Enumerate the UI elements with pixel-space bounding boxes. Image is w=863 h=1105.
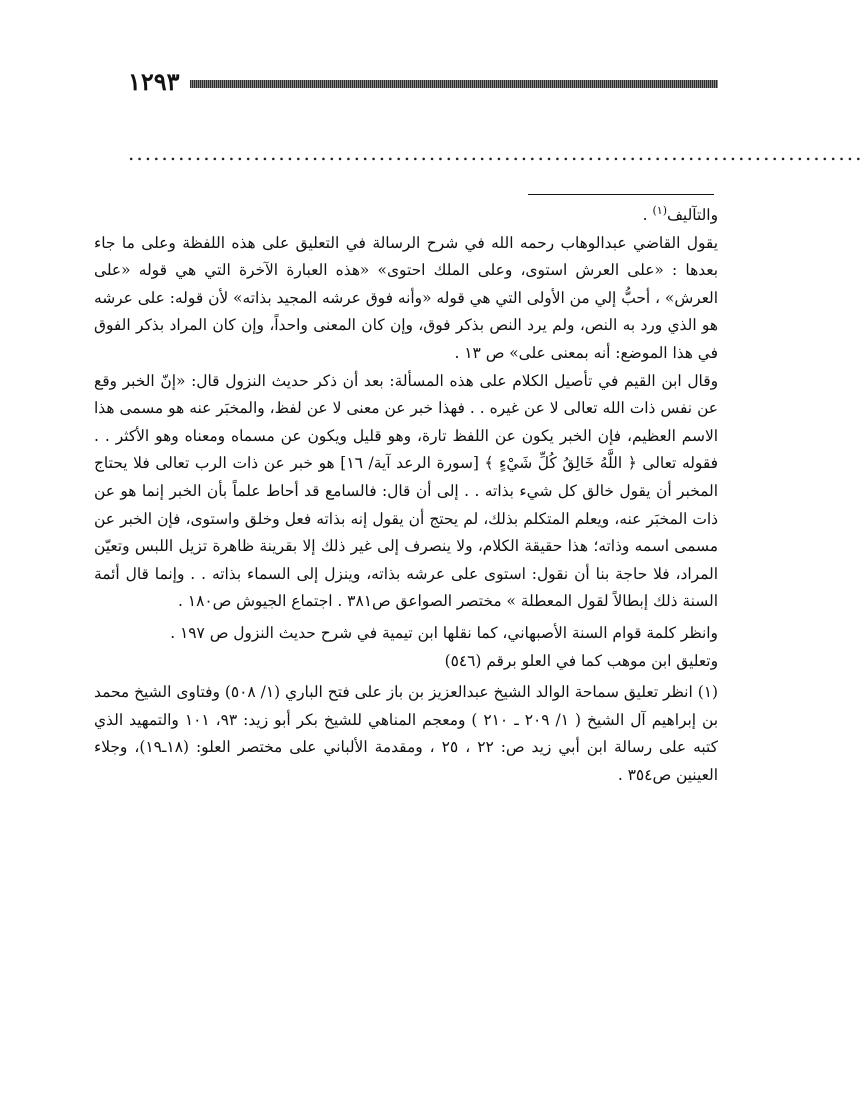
continuation-end: . <box>642 206 648 224</box>
dotted-separator: ........................................................................................ <box>128 141 863 165</box>
footnote-1 <box>94 679 718 789</box>
continuation-line <box>94 202 718 230</box>
paragraph-ibn-mawhab: وتعليق ابن موهب كما في العلو برقم (٥٤٦) <box>444 651 718 670</box>
continuation-text: والتآليف <box>667 206 718 224</box>
footnote-ref-mark: (١) <box>652 203 667 217</box>
page-number: ١٢٩٣ <box>128 67 180 96</box>
page-content <box>94 202 718 789</box>
paragraph-qadi-abdulwahhab: يقول القاضي عبدالوهاب رحمه الله في شرح الرسالة في التعليق على هذه اللفظة وعلى ما جاء بعدها : «على العرش استوى، وعلى الملك احتوى» «هذه العبارة الآخرة التي هي قوله «على العرش» ، أحبُّ إلي من الأولى التي هي قوله «وأنه فوق عرشه المجيد بذاته» لأن قوله: على عرشه هو الذي ورد به النص، ولم يرد النص بذكر فوق، وإن كان المعنى واحداً، وإن كان المراد بذكر الفوق في هذا الموضع: أنه بمعنى على» ص ١٣ . <box>94 233 719 362</box>
header-rule <box>190 80 718 88</box>
paragraph-asbahani: وانظر كلمة قوام السنة الأصبهاني، كما نقلها ابن تيمية في شرح حديث النزول ص ١٩٧ . <box>170 623 718 642</box>
footnote-text: انظر تعليق سماحة الوالد الشيخ عبدالعزيز بن باز على فتح الباري (١/ ٥٠٨) وفتاوى الشيخ محمد بن إبراهيم آل الشيخ ( ١/ ٢٠٩ ـ ٢١٠ ) ومعجم المناهي للشيخ بكر أبو زيد: ٩٣، ١٠١ والتمهيد الذي كتبه على رسالة ابن أبي زيد ص: ٢٢ ، ٢٥ ، ومقدمة الألباني على مختصر العلو: (١٨ـ١٩)، وجلاء العينين ص٣٥٤ . <box>94 683 719 784</box>
footnote-rule <box>528 194 714 195</box>
footnote-number: (١) <box>697 683 718 702</box>
paragraph-ibn-alqayyim: وقال ابن القيم في تأصيل الكلام على هذه المسألة: بعد أن ذكر حديث النزول قال: «إنّ الخبر وقع عن نفس ذات الله تعالى لا عن غيره . . فهذا خبر عن معنى لا عن لفظ، والمخبَر عنه هو مسمى هذا الاسم العظيم، فإن الخبر يكون عن اللفظ تارة، وهو قليل ويكون عن مسماه ومعناه وهو الأكثر . . فقوله تعالى ﴿ اللَّهُ خَالِقُ كُلِّ شَيْءٍ ﴾ [سورة الرعد آية/ ١٦] هو خبر عن ذات الرب تعالى فلا يحتاج المخبر أن يقول خالق كل شيء بذاته . . إلى أن قال: فالسامع قد أحاط علماً بأن الخبر إنما هو عن ذات المخبَر عنه، ويعلم المتكلم بذلك، لم يحتج أن يقول إنه بذاته فعل وخلق واستوى، فإن الخبر عن مسمى اسمه وذاته؛ هذا حقيقة الكلام، ولا ينصرف إلى غير ذلك إلا بقرينة ظاهرة تزيل اللبس وتعيّن المراد، فلا حاجة بنا أن نقول: استوى على عرشه بذاته، وينزل إلى السماء بذاته . . وإنما قال أئمة السنة ذلك إبطالاً لقول المعطلة » مختصر الصواعق ص٣٨١ . اجتماع الجيوش ص١٨٠ . <box>94 371 718 611</box>
